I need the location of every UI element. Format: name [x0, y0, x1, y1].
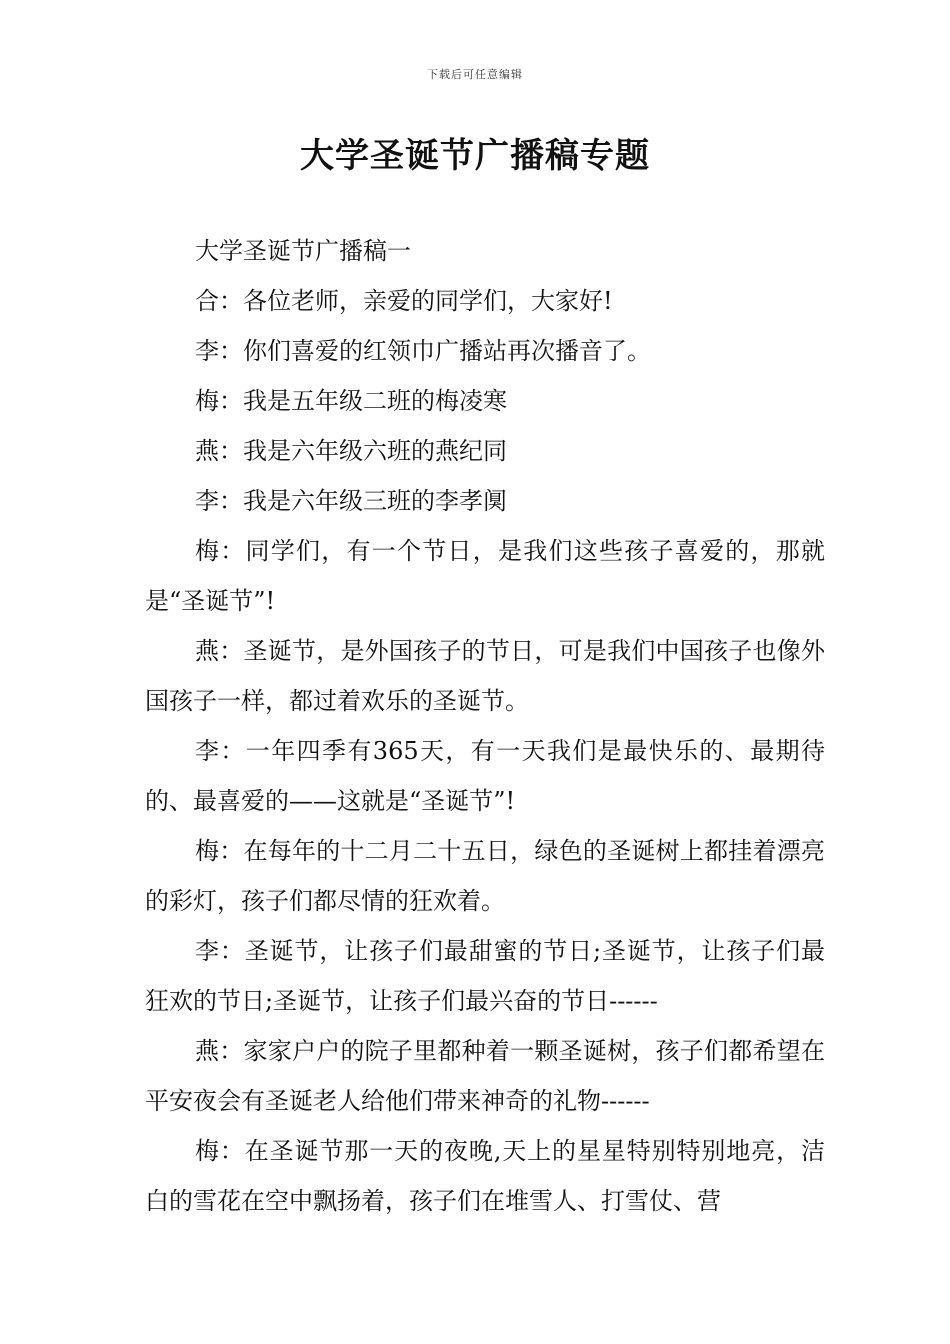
paragraph: 李：你们喜爱的红领巾广播站再次播音了。 — [195, 337, 651, 365]
document-body — [145, 226, 825, 1226]
paragraph: 燕：我是六年级六班的燕纪同 — [195, 437, 507, 465]
paragraph: 李：一年四季有365天，有一天我们是最快乐的、最期待的、最喜爱的——这就是“圣诞节”! — [145, 737, 825, 815]
paragraph: 梅：在圣诞节那一天的夜晚,天上的星星特别特别地亮，洁白的雪花在空中飘扬着，孩子们在堆雪人、打雪仗、营 — [145, 1137, 825, 1215]
paragraph: 燕：圣诞节，是外国孩子的节日，可是我们中国孩子也像外国孩子一样，都过着欢乐的圣诞节。 — [145, 637, 825, 715]
paragraph: 梅：我是五年级二班的梅凌寒 — [195, 387, 507, 415]
paragraph: 李：圣诞节，让孩子们最甜蜜的节日;圣诞节，让孩子们最狂欢的节日;圣诞节，让孩子们最兴奋的节日------ — [145, 937, 825, 1015]
paragraph: 梅：在每年的十二月二十五日，绿色的圣诞树上都挂着漂亮的彩灯，孩子们都尽情的狂欢着。 — [145, 837, 825, 915]
paragraph: 梅：同学们，有一个节日，是我们这些孩子喜爱的，那就是“圣诞节”! — [145, 537, 825, 615]
paragraph: 李：我是六年级三班的李孝阒 — [195, 487, 507, 515]
paragraph: 燕：家家户户的院子里都种着一颗圣诞树，孩子们都希望在平安夜会有圣诞老人给他们带来神奇的礼物------ — [145, 1037, 825, 1115]
header-note: 下载后可任意编辑 — [427, 68, 523, 81]
paragraph: 合：各位老师，亲爱的同学们，大家好! — [195, 287, 613, 315]
document-title: 大学圣诞节广播稿专题 — [300, 136, 650, 176]
paragraph: 大学圣诞节广播稿一 — [195, 237, 411, 265]
